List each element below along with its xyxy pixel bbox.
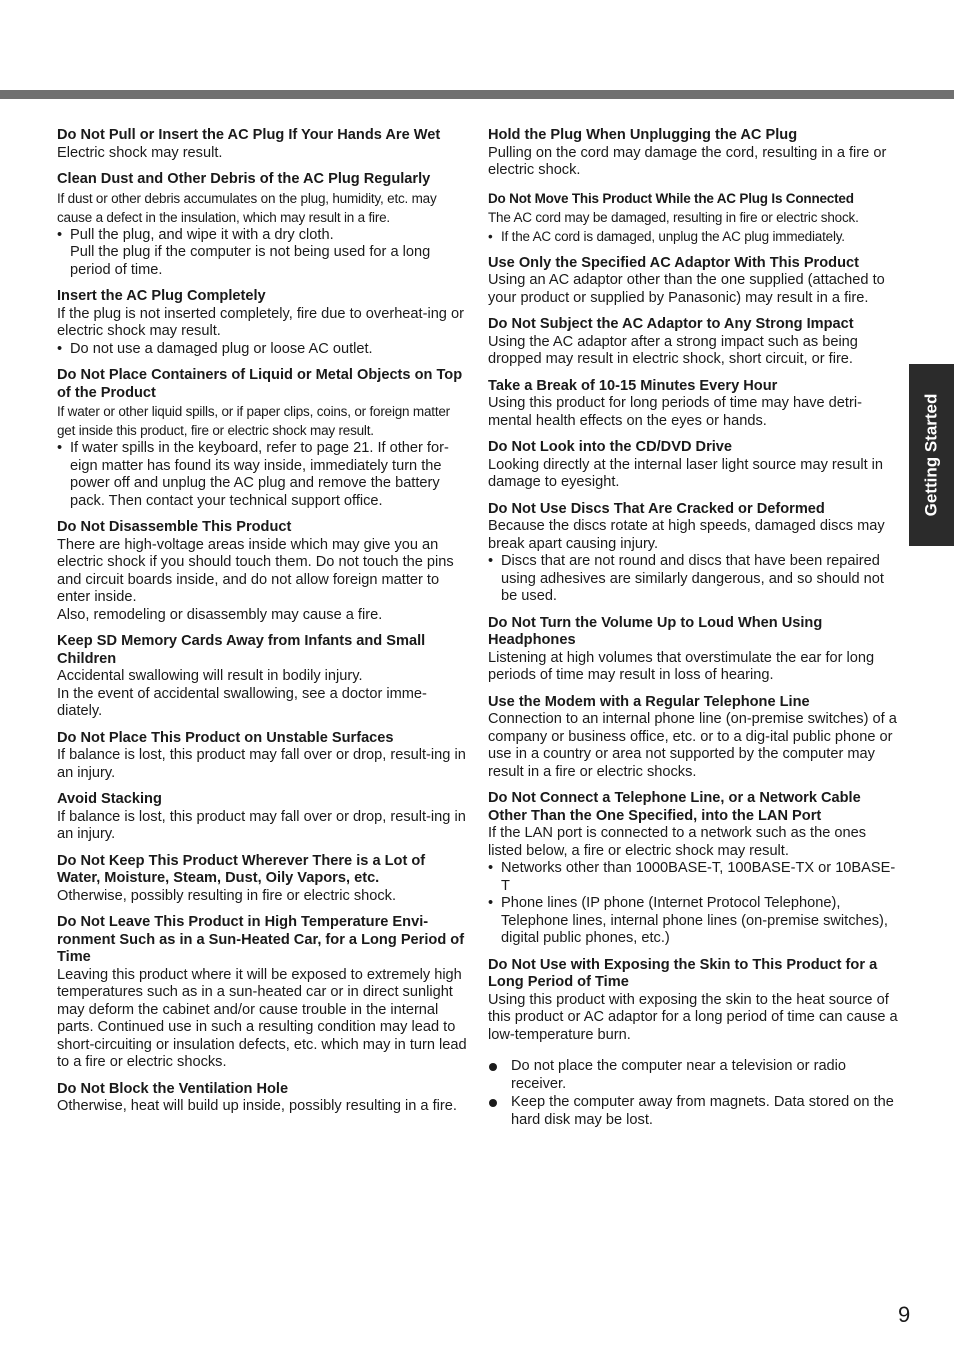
section-heading: Clean Dust and Other Debris of the AC Plug Regularly — [57, 171, 431, 187]
bullet-item: • If the AC cord is damaged, unplug the AC plug immediately. — [488, 227, 900, 246]
bullet-list — [57, 440, 469, 510]
bullet-list — [488, 860, 900, 948]
section-heading: Do Not Use with Exposing the Skin to This Product for a Long Period of Time — [488, 956, 878, 990]
section-heading: Avoid Stacking — [57, 791, 162, 807]
section-heading: Do Not Use Discs That Are Cracked or Deformed — [488, 500, 825, 517]
bullet-item: • Pull the plug, and wipe it with a dry cloth. — [57, 227, 469, 245]
section-text: Looking directly at the internal laser light source may result in damage to eyesight. — [488, 456, 884, 490]
section-heading: Do Not Keep This Product Wherever There is a Lot of Water, Moisture, Steam, Dust, Oily Vapors, etc. — [57, 852, 426, 886]
section-heading: Do Not Move This Product While the AC Plug Is Connected — [488, 190, 854, 206]
section-heading: Do Not Disassemble This Product — [57, 519, 292, 535]
section-text: Using an AC adaptor other than the one supplied (attached to your product or supplied by Panasonic) may result in a fire. — [488, 272, 885, 306]
section-heading: Do Not Look into the CD/DVD Drive — [488, 439, 733, 455]
bullet-list — [57, 341, 469, 359]
section-insert-plug — [57, 288, 469, 358]
bullet-continuation: Pull the plug if the computer is not being used for a long period of time. — [70, 244, 431, 278]
section-sd-cards — [57, 633, 469, 721]
section-heading: Take a Break of 10-15 Minutes Every Hour — [488, 377, 778, 394]
bullet-list — [57, 227, 469, 245]
section-text: If dust or other debris accumulates on the plug, humidity, etc. may cause a defect in the insulation, which may result in a fire. — [57, 190, 437, 225]
section-water-moisture — [57, 853, 469, 906]
bullet-list — [488, 227, 900, 246]
section-wet-hands — [57, 127, 469, 162]
bullet-item: • Do not use a damaged plug or loose AC outlet. — [57, 341, 469, 359]
section-hold-plug — [488, 127, 900, 180]
section-text: The AC cord may be damaged, resulting in fire or electric shock. — [488, 209, 859, 225]
section-lan-port — [488, 790, 900, 948]
section-modem — [488, 694, 900, 782]
header-bar — [0, 90, 954, 99]
section-heading: Keep SD Memory Cards Away from Infants and Small Children — [57, 633, 426, 667]
note-item: Do not place the computer near a television or radio receiver. — [488, 1058, 900, 1093]
bullet-item: • Discs that are not round and discs that have been repaired using adhesives are similarly dangerous, and so should not be used. — [488, 553, 900, 606]
left-column — [57, 127, 469, 1125]
section-take-break — [488, 378, 900, 431]
section-strong-impact — [488, 316, 900, 369]
section-specified-adaptor — [488, 255, 900, 308]
section-skin-exposure — [488, 957, 900, 1045]
section-text: Using this product with exposing the skin to the heat source of this product or AC adaptor for a long period of time can cause a low-temperature burn. — [488, 991, 898, 1043]
section-avoid-stacking — [57, 791, 469, 844]
section-text: Accidental swallowing will result in bodily injury. — [57, 668, 363, 684]
section-heading: Use the Modem with a Regular Telephone Line — [488, 693, 810, 710]
section-heading: Do Not Place This Product on Unstable Surfaces — [57, 729, 394, 746]
section-text: Leaving this product where it will be exposed to extremely high temperatures such as in a sun-heated car or in direct sunlight may deform the cabinet and/or cause trouble in the internal parts. Continued use in such a resulting condition may lead to short-circuiting or insulation defects, etc. which may in turn lead to a fire or electric shocks. — [57, 966, 467, 1070]
section-text: If balance is lost, this product may fall over or drop, result-ing in an injury. — [57, 808, 466, 842]
section-text: If water or other liquid spills, or if paper clips, coins, or foreign matter get inside this product, fire or electric shock may result. — [57, 404, 450, 438]
section-headphones — [488, 615, 900, 685]
chapter-tab-label: Getting Started — [921, 393, 941, 517]
section-text: If balance is lost, this product may fall over or drop, result-ing in an injury. — [57, 747, 466, 781]
page-number: 9 — [898, 1302, 911, 1327]
section-heading: Do Not Connect a Telephone Line, or a Network Cable Other Than the One Specified, into the LAN Port — [488, 790, 861, 824]
section-text: Pulling on the cord may damage the cord, resulting in a fire or electric shock. — [488, 144, 887, 178]
section-heading: Do Not Leave This Product in High Temperature Envi-ronment Such as in a Sun-Heated Car, for a Long Period of Time — [57, 914, 465, 965]
right-column — [488, 127, 900, 1130]
section-text: Because the discs rotate at high speeds, damaged discs may break apart causing injury. — [488, 518, 885, 552]
section-ventilation — [57, 1081, 469, 1116]
section-unstable-surfaces — [57, 730, 469, 783]
section-move-product — [488, 189, 900, 246]
bullet-item: • Networks other than 1000BASE-T, 100BASE-TX or 10BASE-T — [488, 860, 900, 895]
bullet-list — [488, 553, 900, 606]
section-heading: Do Not Block the Ventilation Hole — [57, 1080, 289, 1097]
section-heading: Do Not Turn the Volume Up to Loud When Using Headphones — [488, 614, 823, 648]
section-text: Connection to an internal phone line (on-premise switches) of a company or business office, etc. or to a dig-ital public phone or use in a country or area not supported by the computer may result in a fire or electric shocks. — [488, 711, 897, 780]
section-text: If the LAN port is connected to a network such as the ones listed below, a fire or electric shock may result. — [488, 825, 867, 859]
section-clean-dust — [57, 171, 469, 279]
section-text: In the event of accidental swallowing, see a doctor imme-diately. — [57, 685, 427, 719]
chapter-tab — [909, 364, 954, 546]
section-cd-dvd — [488, 439, 900, 492]
section-text: Otherwise, heat will build up inside, possibly resulting in a fire. — [57, 1098, 457, 1114]
section-heading: Insert the AC Plug Completely — [57, 288, 266, 304]
section-heading: Do Not Pull or Insert the AC Plug If Your Hands Are Wet — [57, 127, 441, 143]
bullet-item: • Phone lines (IP phone (Internet Protocol Telephone), Telephone lines, internal phone lines (on-premise switches), digital public phones, etc.) — [488, 895, 900, 948]
section-text: Listening at high volumes that overstimulate the ear for long periods of time may result in loss of hearing. — [488, 649, 875, 683]
section-heading: Use Only the Specified AC Adaptor With This Product — [488, 254, 859, 271]
section-text: Using the AC adaptor after a strong impact such as being dropped may result in electric shock, short circuit, or fire. — [488, 333, 858, 367]
section-disassemble — [57, 519, 469, 624]
bullet-item: • If water spills in the keyboard, refer to page 21. If other for-eign matter has found its way inside, immediately turn the power off and unplug the AC plug and remove the battery pack. Then contact your technical support office. — [57, 440, 469, 510]
note-item: Keep the computer away from magnets. Data stored on the hard disk may be lost. — [488, 1094, 900, 1129]
section-text: There are high-voltage areas inside which may give you an electric shock if you should touch them. Do not touch the pins and circuit boards inside, and do not allow foreign matter to enter inside. — [57, 536, 454, 605]
section-heading: Do Not Place Containers of Liquid or Metal Objects on Top of the Product — [57, 367, 463, 401]
section-cracked-discs — [488, 501, 900, 606]
section-text: If the plug is not inserted completely, fire due to overheat-ing or electric shock may result. — [57, 305, 464, 339]
section-text: Electric shock may result. — [57, 144, 223, 161]
section-high-temperature — [57, 914, 469, 1072]
section-text: Also, remodeling or disassembly may cause a fire. — [57, 606, 383, 623]
section-heading: Do Not Subject the AC Adaptor to Any Strong Impact — [488, 316, 854, 332]
section-text: Otherwise, possibly resulting in fire or electric shock. — [57, 887, 397, 904]
section-liquid-containers — [57, 367, 469, 510]
section-text: Using this product for long periods of time may have detri-mental health effects on the eyes or hands. — [488, 395, 862, 429]
notes-list — [488, 1058, 900, 1129]
section-heading: Hold the Plug When Unplugging the AC Plug — [488, 127, 798, 143]
